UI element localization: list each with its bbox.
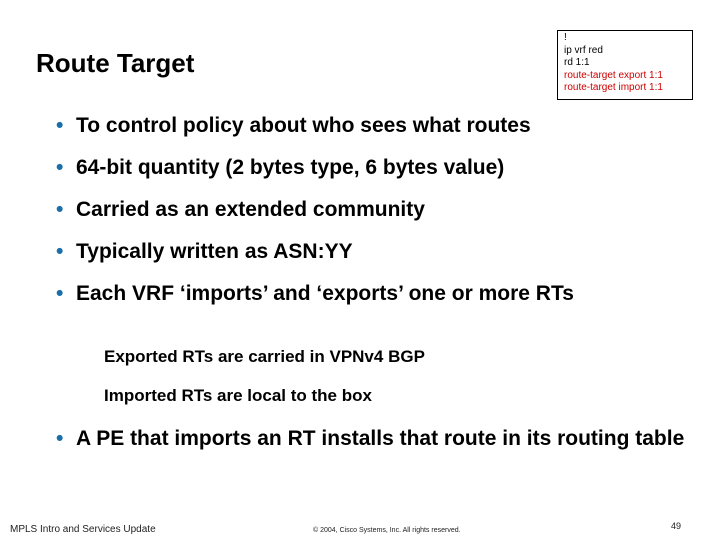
bullet-item — [56, 197, 696, 223]
bullet-marker-icon: • — [56, 282, 64, 305]
bullet-marker-icon: • — [56, 427, 64, 450]
bullet-marker-icon: • — [56, 198, 64, 221]
bullet-marker-icon: • — [56, 156, 64, 179]
slide-title: Route Target — [36, 48, 195, 78]
config-line-highlighted: route-target export 1:1 — [564, 69, 663, 81]
config-line: rd 1:1 — [564, 57, 590, 69]
config-line-highlighted: route-target import 1:1 — [564, 82, 663, 94]
config-line: ! — [564, 32, 567, 43]
footer-copyright: © 2004, Cisco Systems, Inc. All rights reserved. — [313, 527, 461, 534]
bullet-item — [56, 155, 696, 181]
sub-bullet-item: Imported RTs are local to the box — [104, 386, 372, 405]
bullet-text: 64-bit quantity (2 bytes type, 6 bytes value) — [76, 156, 505, 179]
sub-bullet-item: Exported RTs are carried in VPNv4 BGP — [104, 347, 425, 366]
footer-page-number: 49 — [671, 521, 682, 531]
bullet-text: To control policy about who sees what routes — [76, 114, 531, 137]
bullet-marker-icon: • — [56, 240, 64, 263]
footer-course-title: MPLS Intro and Services Update — [10, 524, 156, 535]
bullet-text: Carried as an extended community — [76, 198, 425, 221]
bullet-item — [56, 426, 706, 452]
config-line: ip vrf red — [564, 44, 603, 56]
bullet-text: Typically written as ASN:YY — [76, 240, 353, 263]
bullet-item — [56, 281, 586, 307]
bullet-text: A PE that imports an RT installs that route in its routing table — [76, 427, 685, 450]
bullet-item — [56, 113, 696, 139]
bullet-marker-icon: • — [56, 114, 64, 137]
bullet-item — [56, 239, 696, 265]
bullet-text: Each VRF ‘imports’ and ‘exports’ one or more RTs — [76, 282, 574, 305]
